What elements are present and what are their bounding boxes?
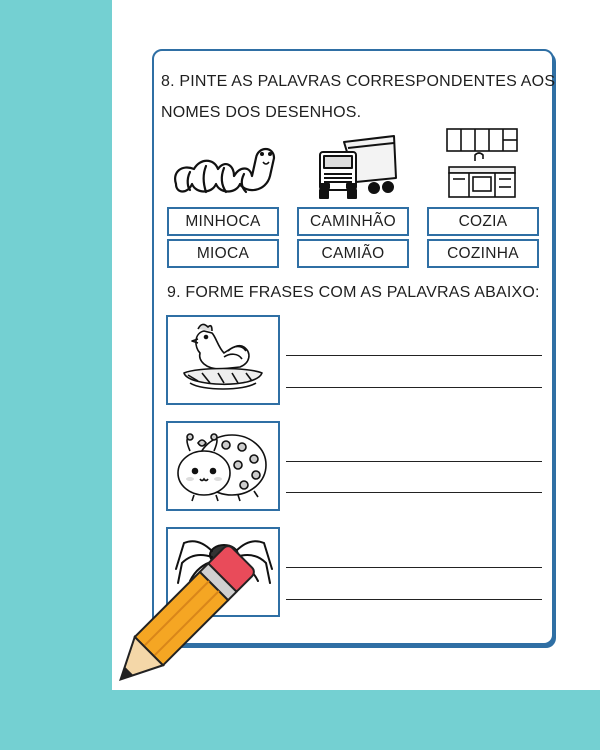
answer-line-3[interactable] — [286, 461, 542, 462]
picture-box-ladybug — [166, 421, 280, 511]
answer-line-4[interactable] — [286, 492, 542, 493]
truck-icon — [316, 134, 400, 200]
answer-line-6[interactable] — [286, 599, 542, 600]
question-8-line-2: NOMES DOS DESENHOS. — [161, 104, 362, 121]
pencil-icon — [100, 540, 260, 700]
worm-icon — [170, 136, 280, 198]
word-option-cozinha[interactable]: COZINHA — [427, 239, 539, 268]
word-option-minhoca[interactable]: MINHOCA — [167, 207, 279, 236]
picture-box-hen — [166, 315, 280, 405]
answer-line-5[interactable] — [286, 567, 542, 568]
word-option-caminhao[interactable]: CAMINHÃO — [297, 207, 409, 236]
answer-line-1[interactable] — [286, 355, 542, 356]
question-8-line-1: 8. PINTE AS PALAVRAS CORRESPONDENTES AOS — [161, 73, 556, 90]
hen-nest-icon — [168, 317, 278, 403]
word-option-cozia[interactable]: COZIA — [427, 207, 539, 236]
word-option-mioca[interactable]: MIOCA — [167, 239, 279, 268]
kitchen-icon — [445, 127, 519, 199]
answer-line-2[interactable] — [286, 387, 542, 388]
ladybug-icon — [168, 423, 278, 509]
word-option-camiao[interactable]: CAMIÃO — [297, 239, 409, 268]
question-9-title: 9. FORME FRASES COM AS PALAVRAS ABAIXO: — [167, 284, 540, 301]
